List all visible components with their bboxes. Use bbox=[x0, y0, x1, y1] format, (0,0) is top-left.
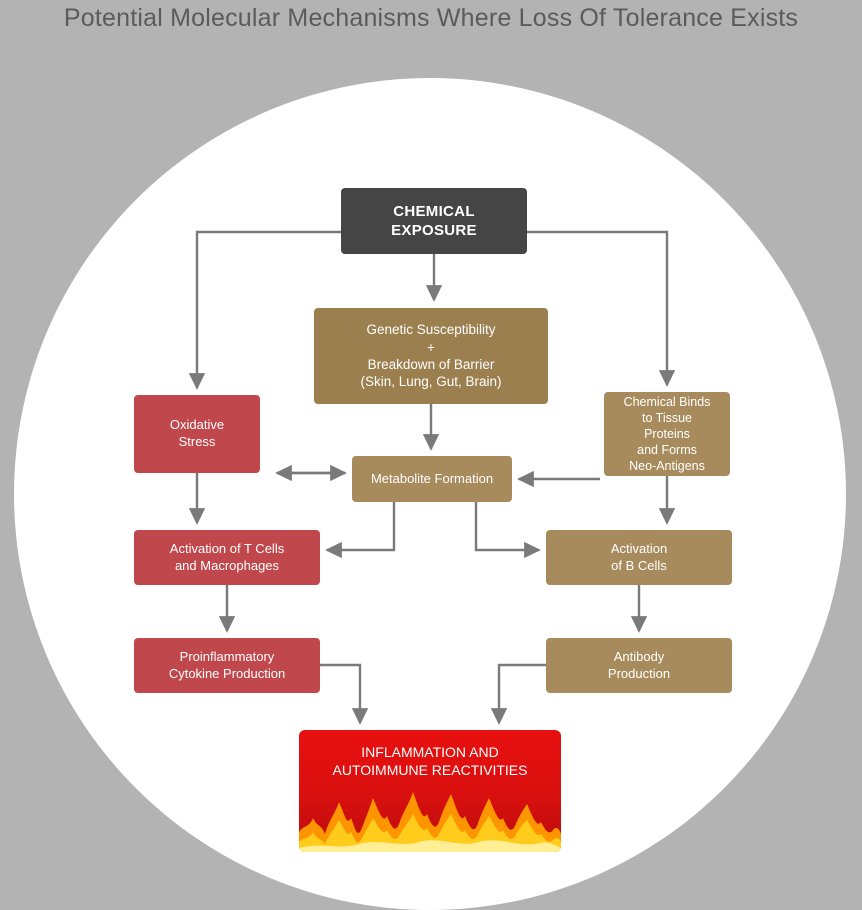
node-line: Neo-Antigens bbox=[629, 459, 705, 473]
node-line: AUTOIMMUNE REACTIVITIES bbox=[332, 761, 528, 778]
node-line: Activation bbox=[610, 540, 668, 556]
node-line: to Tissue bbox=[641, 411, 693, 425]
node-proinflammatory-cytokine-production bbox=[134, 638, 320, 693]
node-line: Activation of T Cells bbox=[169, 540, 285, 556]
node-line: INFLAMMATION AND bbox=[361, 744, 499, 760]
node-line: Breakdown of Barrier bbox=[367, 357, 495, 372]
node-line: Proinflammatory bbox=[179, 648, 275, 664]
node-chemical-exposure bbox=[341, 188, 527, 254]
node-line: Cytokine Production bbox=[168, 665, 286, 681]
node-genetic-susceptibility bbox=[314, 308, 548, 404]
node-metabolite-formation bbox=[352, 456, 512, 502]
node-line: and Macrophages bbox=[174, 557, 280, 573]
node-line: (Skin, Lung, Gut, Brain) bbox=[360, 374, 502, 390]
node-antibody-production bbox=[546, 638, 732, 693]
node-line: of B Cells bbox=[611, 557, 667, 573]
node-line: Antibody bbox=[613, 648, 665, 664]
node-inflammation-autoimmune-reactivities bbox=[299, 730, 561, 852]
node-line: + bbox=[427, 339, 435, 355]
node-line: Oxidative bbox=[169, 417, 225, 433]
fire-icon bbox=[299, 780, 561, 852]
node-line: Chemical Binds bbox=[623, 395, 711, 409]
node-line: EXPOSURE bbox=[391, 222, 477, 239]
node-activation-t-cells bbox=[134, 530, 320, 585]
node-oxidative-stress bbox=[134, 395, 260, 473]
node-line: Metabolite Formation bbox=[370, 470, 494, 486]
node-line: Proteins bbox=[644, 427, 690, 441]
node-line: CHEMICAL bbox=[393, 202, 475, 220]
node-chemical-binds-neoantigens bbox=[604, 392, 730, 476]
node-activation-b-cells bbox=[546, 530, 732, 585]
node-line: Production bbox=[607, 665, 671, 681]
node-line: Genetic Susceptibility bbox=[366, 322, 496, 338]
page-title: Potential Molecular Mechanisms Where Loss Of Tolerance Exists bbox=[63, 4, 799, 32]
node-line: and Forms bbox=[637, 443, 697, 457]
node-line: Stress bbox=[178, 434, 216, 449]
